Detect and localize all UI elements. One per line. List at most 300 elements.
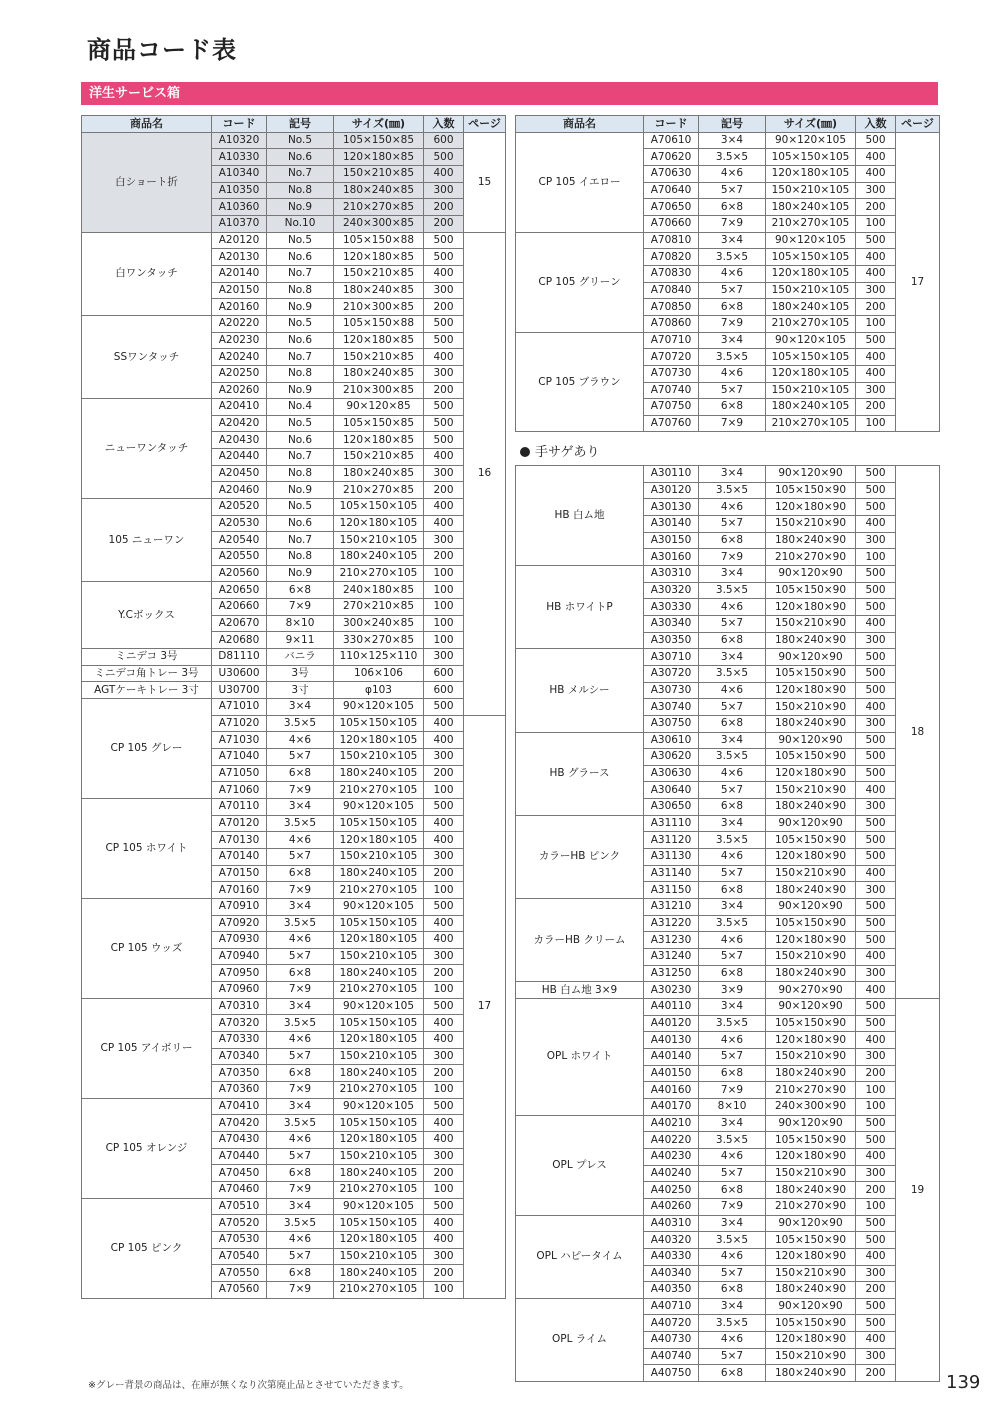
- code-cell: A40130: [644, 1032, 699, 1049]
- qty-cell: 400: [424, 715, 464, 732]
- code-cell: A70410: [212, 1098, 267, 1115]
- size-cell: 210×300×85: [334, 382, 424, 399]
- qty-cell: 500: [856, 582, 896, 599]
- code-cell: A20220: [212, 315, 267, 332]
- size-cell: 210×270×105: [766, 215, 856, 232]
- symbol-cell: 8×10: [267, 615, 334, 632]
- size-cell: 90×120×90: [766, 999, 856, 1016]
- code-cell: A20230: [212, 332, 267, 349]
- size-cell: 150×210×105: [334, 1148, 424, 1165]
- product-table-left: [81, 115, 506, 1299]
- product-name-cell: HB ホワイトP: [516, 565, 644, 648]
- size-cell: 105×150×105: [334, 715, 424, 732]
- code-cell: A71050: [212, 765, 267, 782]
- symbol-cell: 7×9: [699, 315, 766, 332]
- qty-cell: 400: [856, 865, 896, 882]
- symbol-cell: No.7: [267, 165, 334, 182]
- qty-cell: 500: [424, 332, 464, 349]
- symbol-cell: 7×9: [699, 549, 766, 566]
- qty-cell: 500: [424, 232, 464, 249]
- symbol-cell: No.8: [267, 182, 334, 199]
- qty-cell: 400: [424, 1015, 464, 1032]
- size-cell: 180×240×105: [334, 1265, 424, 1282]
- code-cell: A31240: [644, 949, 699, 966]
- code-cell: A20680: [212, 632, 267, 649]
- size-cell: 90×120×105: [334, 1198, 424, 1215]
- footnote: ※グレー背景の商品は、在庫が無くなり次第廃止品とさせていただきます。: [88, 1380, 409, 1391]
- qty-cell: 300: [424, 848, 464, 865]
- table-row: [516, 565, 940, 582]
- size-cell: 180×240×90: [766, 882, 856, 899]
- page-ref-cell: 17: [896, 132, 940, 432]
- symbol-cell: 6×8: [267, 582, 334, 599]
- size-cell: 300×240×85: [334, 615, 424, 632]
- qty-cell: 500: [856, 1232, 896, 1249]
- code-cell: A31140: [644, 865, 699, 882]
- symbol-cell: 3.5×5: [699, 149, 766, 166]
- qty-cell: 500: [856, 1115, 896, 1132]
- size-cell: 106×106: [334, 665, 424, 682]
- code-cell: A10370: [212, 215, 267, 232]
- size-cell: 180×240×90: [766, 799, 856, 816]
- size-cell: 240×180×85: [334, 582, 424, 599]
- product-name-cell: CP 105 アイボリー: [82, 998, 212, 1098]
- symbol-cell: No.9: [267, 482, 334, 499]
- qty-cell: 100: [424, 1281, 464, 1298]
- symbol-cell: 6×8: [267, 1165, 334, 1182]
- size-cell: 90×120×105: [334, 798, 424, 815]
- symbol-cell: 3×4: [267, 798, 334, 815]
- symbol-cell: 3.5×5: [267, 815, 334, 832]
- code-cell: A40720: [644, 1315, 699, 1332]
- symbol-cell: 3×4: [699, 232, 766, 249]
- code-cell: A30130: [644, 499, 699, 516]
- symbol-cell: 3.5×5: [267, 1215, 334, 1232]
- size-cell: 105×150×85: [334, 132, 424, 149]
- column-header: ページ: [896, 116, 940, 133]
- size-cell: 120×180×105: [334, 732, 424, 749]
- table-row: [516, 1298, 940, 1315]
- symbol-cell: 6×8: [699, 715, 766, 732]
- code-cell: A10360: [212, 199, 267, 216]
- qty-cell: 400: [856, 165, 896, 182]
- qty-cell: 300: [424, 465, 464, 482]
- code-cell: A40240: [644, 1165, 699, 1182]
- size-cell: 120×180×90: [766, 932, 856, 949]
- code-cell: A10340: [212, 165, 267, 182]
- product-name-cell: OPL ハピータイム: [516, 1215, 644, 1298]
- symbol-cell: 4×6: [699, 265, 766, 282]
- qty-cell: 500: [856, 599, 896, 616]
- symbol-cell: No.9: [267, 382, 334, 399]
- code-cell: A20260: [212, 382, 267, 399]
- size-cell: 150×210×105: [334, 748, 424, 765]
- table-row: [516, 232, 940, 249]
- symbol-cell: 4×6: [699, 165, 766, 182]
- symbol-cell: No.5: [267, 415, 334, 432]
- symbol-cell: 3×4: [267, 698, 334, 715]
- qty-cell: 500: [424, 898, 464, 915]
- qty-cell: 600: [424, 132, 464, 149]
- qty-cell: 500: [856, 732, 896, 749]
- size-cell: 120×180×90: [766, 1248, 856, 1265]
- size-cell: 90×120×90: [766, 1298, 856, 1315]
- code-cell: A10320: [212, 132, 267, 149]
- qty-cell: 100: [856, 549, 896, 566]
- table-row: [516, 982, 940, 999]
- size-cell: 180×240×90: [766, 1065, 856, 1082]
- code-cell: A70650: [644, 199, 699, 216]
- column-header: 記号: [699, 116, 766, 133]
- symbol-cell: 3×4: [699, 132, 766, 149]
- code-cell: A40230: [644, 1148, 699, 1165]
- size-cell: 90×120×105: [334, 898, 424, 915]
- symbol-cell: 3寸: [267, 682, 334, 699]
- size-cell: 150×210×105: [766, 382, 856, 399]
- code-cell: A30650: [644, 799, 699, 816]
- size-cell: φ103: [334, 682, 424, 699]
- symbol-cell: 3×4: [699, 815, 766, 832]
- code-cell: A70110: [212, 798, 267, 815]
- code-cell: A20670: [212, 615, 267, 632]
- symbol-cell: 9×11: [267, 632, 334, 649]
- qty-cell: 500: [856, 999, 896, 1016]
- qty-cell: 500: [424, 998, 464, 1015]
- code-cell: A70330: [212, 1032, 267, 1049]
- qty-cell: 200: [856, 299, 896, 316]
- qty-cell: 400: [856, 1032, 896, 1049]
- code-cell: A70860: [644, 315, 699, 332]
- size-cell: 90×120×85: [334, 399, 424, 416]
- qty-cell: 400: [424, 165, 464, 182]
- symbol-cell: 3×9: [699, 982, 766, 999]
- code-cell: A40330: [644, 1248, 699, 1265]
- size-cell: 90×120×90: [766, 466, 856, 483]
- size-cell: 180×240×105: [334, 1165, 424, 1182]
- size-cell: 120×180×90: [766, 849, 856, 866]
- qty-cell: 400: [424, 1032, 464, 1049]
- symbol-cell: 5×7: [267, 1148, 334, 1165]
- size-cell: 150×210×85: [334, 265, 424, 282]
- qty-cell: 300: [856, 1165, 896, 1182]
- size-cell: 90×120×105: [766, 232, 856, 249]
- table-row: [82, 1198, 506, 1215]
- size-cell: 105×150×90: [766, 482, 856, 499]
- qty-cell: 500: [856, 1132, 896, 1149]
- code-cell: A30310: [644, 565, 699, 582]
- symbol-cell: 3×4: [699, 1115, 766, 1132]
- code-cell: A20650: [212, 582, 267, 599]
- symbol-cell: No.5: [267, 132, 334, 149]
- table-row: [82, 649, 506, 666]
- code-cell: A40250: [644, 1182, 699, 1199]
- size-cell: 105×150×85: [334, 415, 424, 432]
- product-name-cell: カラーHB クリーム: [516, 899, 644, 982]
- symbol-cell: No.6: [267, 432, 334, 449]
- column-header: サイズ(㎜): [766, 116, 856, 133]
- size-cell: 180×240×85: [334, 282, 424, 299]
- size-cell: 105×150×105: [766, 249, 856, 266]
- qty-cell: 100: [856, 215, 896, 232]
- table-row: [82, 315, 506, 332]
- qty-cell: 500: [856, 1298, 896, 1315]
- qty-cell: 500: [424, 698, 464, 715]
- symbol-cell: 7×9: [699, 1198, 766, 1215]
- code-cell: A40730: [644, 1332, 699, 1349]
- size-cell: 210×270×85: [334, 199, 424, 216]
- column-header: サイズ(㎜): [334, 116, 424, 133]
- size-cell: 180×240×105: [334, 549, 424, 566]
- column-header: 商品名: [82, 116, 212, 133]
- code-cell: A70140: [212, 848, 267, 865]
- qty-cell: 500: [856, 1215, 896, 1232]
- symbol-cell: No.8: [267, 365, 334, 382]
- qty-cell: 300: [424, 948, 464, 965]
- code-cell: A70450: [212, 1165, 267, 1182]
- size-cell: 270×210×85: [334, 599, 424, 616]
- code-cell: A70420: [212, 1115, 267, 1132]
- size-cell: 150×210×85: [334, 449, 424, 466]
- code-cell: A70440: [212, 1148, 267, 1165]
- code-cell: A20460: [212, 482, 267, 499]
- code-cell: A70620: [644, 149, 699, 166]
- table-row: [82, 582, 506, 599]
- table-row: [82, 132, 506, 149]
- code-cell: A20660: [212, 599, 267, 616]
- size-cell: 120×180×105: [334, 1231, 424, 1248]
- symbol-cell: 5×7: [699, 1165, 766, 1182]
- qty-cell: 300: [424, 649, 464, 666]
- code-cell: A30160: [644, 549, 699, 566]
- size-cell: 105×150×105: [334, 815, 424, 832]
- qty-cell: 400: [856, 349, 896, 366]
- column-header: コード: [644, 116, 699, 133]
- page-ref-cell: 16: [464, 232, 506, 715]
- qty-cell: 300: [856, 882, 896, 899]
- size-cell: 105×150×90: [766, 1132, 856, 1149]
- symbol-cell: 3.5×5: [267, 1115, 334, 1132]
- size-cell: 105×150×90: [766, 832, 856, 849]
- product-name-cell: OPL ホワイト: [516, 999, 644, 1116]
- code-cell: A30110: [644, 466, 699, 483]
- table-row: [516, 466, 940, 483]
- symbol-cell: 3.5×5: [699, 482, 766, 499]
- size-cell: 105×150×90: [766, 915, 856, 932]
- product-name-cell: CP 105 ウッズ: [82, 898, 212, 998]
- qty-cell: 200: [424, 865, 464, 882]
- code-cell: A40220: [644, 1132, 699, 1149]
- qty-cell: 200: [856, 199, 896, 216]
- qty-cell: 400: [424, 1215, 464, 1232]
- size-cell: 105×150×88: [334, 232, 424, 249]
- code-cell: A70730: [644, 365, 699, 382]
- size-cell: 90×120×90: [766, 899, 856, 916]
- code-cell: A30630: [644, 765, 699, 782]
- page-ref-cell: 18: [896, 466, 940, 999]
- qty-cell: 400: [856, 515, 896, 532]
- code-cell: A70720: [644, 349, 699, 366]
- size-cell: 210×270×105: [334, 1281, 424, 1298]
- code-cell: A70130: [212, 832, 267, 849]
- symbol-cell: 8×10: [699, 1098, 766, 1115]
- symbol-cell: 3.5×5: [699, 582, 766, 599]
- table-row: [516, 132, 940, 149]
- symbol-cell: 3.5×5: [699, 749, 766, 766]
- size-cell: 90×120×105: [766, 332, 856, 349]
- symbol-cell: No.6: [267, 149, 334, 166]
- code-cell: A20150: [212, 282, 267, 299]
- qty-cell: 200: [424, 215, 464, 232]
- qty-cell: 100: [424, 615, 464, 632]
- qty-cell: 500: [424, 798, 464, 815]
- symbol-cell: 4×6: [699, 682, 766, 699]
- code-cell: A40160: [644, 1082, 699, 1099]
- qty-cell: 500: [856, 915, 896, 932]
- symbol-cell: 3.5×5: [699, 665, 766, 682]
- page-ref-cell: 19: [896, 999, 940, 1382]
- code-cell: A20440: [212, 449, 267, 466]
- size-cell: 150×210×105: [334, 848, 424, 865]
- column-header: 商品名: [516, 116, 644, 133]
- size-cell: 150×210×90: [766, 1165, 856, 1182]
- qty-cell: 200: [856, 1182, 896, 1199]
- size-cell: 180×240×85: [334, 182, 424, 199]
- qty-cell: 300: [856, 965, 896, 982]
- qty-cell: 400: [424, 815, 464, 832]
- code-cell: A70350: [212, 1065, 267, 1082]
- product-table-right-top: [515, 115, 940, 432]
- size-cell: 180×240×90: [766, 1365, 856, 1382]
- qty-cell: 400: [424, 1132, 464, 1149]
- symbol-cell: 4×6: [699, 765, 766, 782]
- size-cell: 180×240×90: [766, 1282, 856, 1299]
- table-row: [82, 898, 506, 915]
- symbol-cell: 6×8: [699, 965, 766, 982]
- qty-cell: 200: [856, 1065, 896, 1082]
- symbol-cell: 5×7: [699, 699, 766, 716]
- size-cell: 180×240×90: [766, 965, 856, 982]
- code-cell: A71060: [212, 782, 267, 799]
- size-cell: 90×120×90: [766, 649, 856, 666]
- code-cell: A70160: [212, 882, 267, 899]
- product-name-cell: OPL ライム: [516, 1298, 644, 1381]
- symbol-cell: No.5: [267, 232, 334, 249]
- code-cell: A70920: [212, 915, 267, 932]
- code-cell: A30320: [644, 582, 699, 599]
- table-row: [516, 999, 940, 1016]
- size-cell: 90×120×90: [766, 1215, 856, 1232]
- product-name-cell: CP 105 ホワイト: [82, 798, 212, 898]
- qty-cell: 500: [856, 649, 896, 666]
- table-row: [82, 798, 506, 815]
- page-ref-cell: 15: [464, 132, 506, 232]
- code-cell: A20120: [212, 232, 267, 249]
- code-cell: A30120: [644, 482, 699, 499]
- symbol-cell: 5×7: [267, 948, 334, 965]
- symbol-cell: 3×4: [267, 1198, 334, 1215]
- symbol-cell: 6×8: [699, 399, 766, 416]
- size-cell: 105×150×90: [766, 1232, 856, 1249]
- code-cell: A40740: [644, 1348, 699, 1365]
- symbol-cell: 5×7: [267, 1048, 334, 1065]
- table-row: [516, 732, 940, 749]
- symbol-cell: 3.5×5: [699, 915, 766, 932]
- code-cell: A31220: [644, 915, 699, 932]
- size-cell: 90×270×90: [766, 982, 856, 999]
- size-cell: 150×210×90: [766, 615, 856, 632]
- qty-cell: 300: [424, 182, 464, 199]
- code-cell: A30750: [644, 715, 699, 732]
- qty-cell: 400: [424, 1115, 464, 1132]
- size-cell: 210×270×85: [334, 482, 424, 499]
- size-cell: 90×120×90: [766, 815, 856, 832]
- table-row: [82, 399, 506, 416]
- qty-cell: 500: [424, 1098, 464, 1115]
- symbol-cell: No.8: [267, 465, 334, 482]
- qty-cell: 500: [856, 932, 896, 949]
- code-cell: A40310: [644, 1215, 699, 1232]
- symbol-cell: 3.5×5: [699, 832, 766, 849]
- size-cell: 180×240×105: [334, 1065, 424, 1082]
- qty-cell: 100: [424, 1182, 464, 1199]
- qty-cell: 500: [856, 765, 896, 782]
- code-cell: A70750: [644, 399, 699, 416]
- symbol-cell: 5×7: [699, 182, 766, 199]
- qty-cell: 400: [856, 1148, 896, 1165]
- size-cell: 180×240×105: [334, 865, 424, 882]
- size-cell: 90×120×90: [766, 1115, 856, 1132]
- qty-cell: 500: [424, 315, 464, 332]
- symbol-cell: 6×8: [699, 199, 766, 216]
- qty-cell: 200: [424, 299, 464, 316]
- code-cell: A40170: [644, 1098, 699, 1115]
- symbol-cell: No.8: [267, 549, 334, 566]
- symbol-cell: 6×8: [267, 1065, 334, 1082]
- code-cell: A71030: [212, 732, 267, 749]
- qty-cell: 500: [424, 149, 464, 166]
- qty-cell: 300: [856, 282, 896, 299]
- size-cell: 120×180×90: [766, 1148, 856, 1165]
- code-cell: A40350: [644, 1282, 699, 1299]
- symbol-cell: 5×7: [699, 1265, 766, 1282]
- size-cell: 150×210×90: [766, 699, 856, 716]
- table-row: [82, 998, 506, 1015]
- size-cell: 105×150×88: [334, 315, 424, 332]
- table-row: [82, 1098, 506, 1115]
- size-cell: 210×270×105: [334, 882, 424, 899]
- code-cell: A40260: [644, 1198, 699, 1215]
- symbol-cell: 7×9: [699, 215, 766, 232]
- code-cell: A70550: [212, 1265, 267, 1282]
- qty-cell: 400: [856, 699, 896, 716]
- table-row: [82, 499, 506, 516]
- code-cell: A31110: [644, 815, 699, 832]
- symbol-cell: No.6: [267, 332, 334, 349]
- symbol-cell: 6×8: [699, 1065, 766, 1082]
- qty-cell: 400: [856, 365, 896, 382]
- qty-cell: 400: [424, 349, 464, 366]
- code-cell: A70830: [644, 265, 699, 282]
- qty-cell: 300: [856, 1048, 896, 1065]
- table-header-row: [82, 116, 506, 133]
- qty-cell: 200: [424, 965, 464, 982]
- symbol-cell: バニラ: [267, 649, 334, 666]
- code-cell: A31150: [644, 882, 699, 899]
- code-cell: A70840: [644, 282, 699, 299]
- code-cell: A20240: [212, 349, 267, 366]
- product-name-cell: 白ショート折: [82, 132, 212, 232]
- qty-cell: 200: [424, 1065, 464, 1082]
